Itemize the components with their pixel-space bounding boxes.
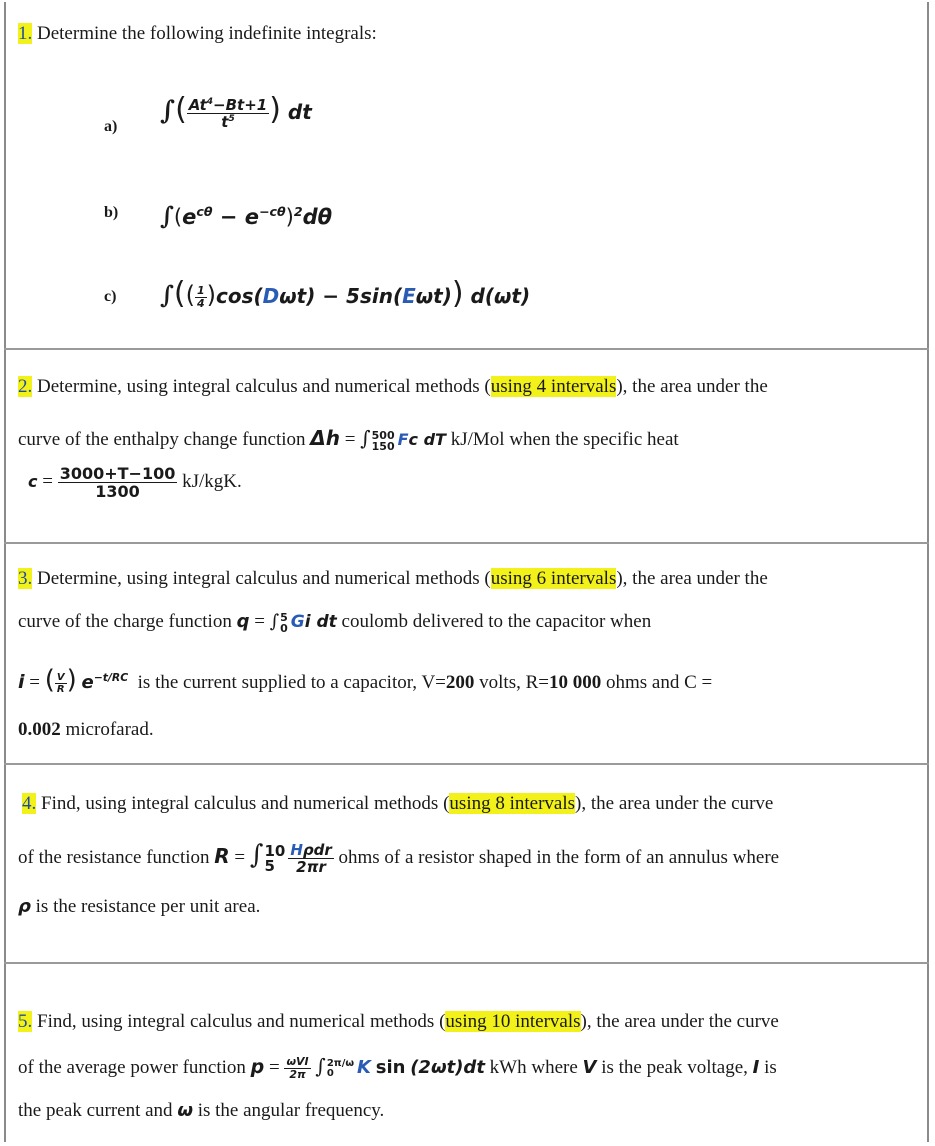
q3-text-g: ohms and C = (605, 672, 713, 693)
q3-text-e: is the current supplied to a capacitor, V= (137, 672, 446, 693)
q2-lower-limit: 150 (371, 439, 395, 453)
q1-title: Determine the following indefinite integrals: (37, 23, 377, 44)
q2-frac-num: 3000+T−100 (59, 463, 176, 483)
q4-text-c: of the resistance function (18, 847, 210, 868)
q3-upper-limit: 5 (280, 610, 288, 624)
q2-upper-limit: 500 (371, 428, 395, 442)
q4-lower-limit: 5 (264, 856, 275, 875)
q5-frac-den: 2π (289, 1068, 306, 1082)
q5-text-b: ), the area under the curve (580, 1011, 779, 1032)
q4-upper-limit: 10 (264, 841, 286, 860)
q5-text-a: Find, using integral calculus and numerical methods ( (37, 1011, 446, 1032)
q5-upper-limit: 2π/ω (326, 1057, 355, 1069)
q3-text-c: curve of the charge function (18, 611, 232, 632)
q4-text-a: Find, using integral calculus and numerical methods ( (41, 793, 450, 814)
q3-text-d: coulomb delivered to the capacitor when (341, 611, 652, 632)
q4-line2: of the resistance function R = ∫ 10 5 $\frac{\text{Hρdr}}{2\pi r}$ ohms of a resistor shaped in the form of an annulus where (18, 840, 780, 877)
q4-frac-den: 2πr (296, 858, 326, 877)
q3-text-h: microfarad. (65, 719, 154, 740)
q5-text-g: the peak current and (18, 1100, 173, 1121)
q4-highlight: using 8 intervals (449, 793, 576, 814)
q4-line3: ρ is the resistance per unit area. (18, 896, 261, 917)
q1b-expression: $\int(e^{c\theta} - e^{-c\theta})^2d\theta$ (160, 201, 333, 230)
q2-text-e: kJ/kgK. (182, 471, 242, 492)
q5-line2: of the average power function p = $\frac{\text{ωVI}}{2\pi}$ ∫ 2π/ω 0 K sin (2ωt)dt kWh where V is the peak voltage, I is (18, 1054, 777, 1082)
q4-text-e: is the resistance per unit area. (35, 896, 261, 917)
q2-number: 2. (18, 376, 33, 397)
q1-number: 1. (18, 23, 33, 44)
q5-number: 5. (18, 1011, 33, 1032)
q3-line3: i = ( $\frac{V}{R}$ ) $e^{-t/RC}$ is the current supplied to a capacitor, V=200 volts, R=10 000 ohms and C = (18, 665, 713, 696)
q3-line1 (18, 567, 768, 591)
q1a-label: a) (104, 118, 118, 135)
q2-text-c: curve of the enthalpy change function (18, 429, 306, 450)
divider (4, 962, 929, 964)
q4-line1 (22, 792, 773, 816)
q1a-expression: ∫( $\frac{At^4-Bt+1}{t^5}$ ) dt (160, 92, 312, 131)
q4-text-b: ), the area under the curve (575, 793, 774, 814)
q3-v-value: 200 (445, 672, 475, 693)
q5-text-f: is (764, 1057, 777, 1078)
q2-line2: curve of the enthalpy change function Δh = ∫ 500 150 Fc dT kJ/Mol when the specific heat (18, 426, 679, 453)
q5-text-h: is the angular frequency. (197, 1100, 385, 1121)
q5-line3: the peak current and ω is the angular frequency. (18, 1100, 385, 1121)
q2-text-b: ), the area under the (616, 376, 768, 397)
divider (4, 763, 929, 765)
q2-highlight: using 4 intervals (490, 376, 617, 397)
q3-lower-limit: 0 (280, 621, 288, 635)
q1-heading (18, 22, 377, 46)
q5-lower-limit: 0 (326, 1067, 334, 1079)
q3-number: 3. (18, 568, 33, 589)
q1c-expression: ∫(( $\frac{1}{4}$ )cos(Dωt) − 5sin(Eωt)) d(ωt) (160, 276, 531, 311)
divider (4, 542, 929, 544)
q5-text-c: of the average power function (18, 1057, 246, 1078)
q2-line3: c = $\frac{3000+T-100}{1300}$ kJ/kgK. (28, 463, 242, 502)
q2-frac-den: 1300 (95, 482, 140, 502)
q4-text-d: ohms of a resistor shaped in the form of an annulus where (338, 847, 780, 868)
q3-text-f: volts, R= (479, 672, 549, 693)
q3-text-b: ), the area under the (616, 568, 768, 589)
q3-highlight: using 6 intervals (490, 568, 617, 589)
q5-text-e: is the peak voltage, (601, 1057, 748, 1078)
q1b-label: b) (104, 204, 119, 221)
q2-text-d: kJ/Mol when the specific heat (450, 429, 679, 450)
q5-frac-num: ωVI (286, 1055, 309, 1069)
q4-number: 4. (22, 793, 37, 814)
q3-line2: curve of the charge function q = ∫ 5 0 Gi dt coulomb delivered to the capacitor when (18, 610, 652, 635)
q5-text-d: kWh where (489, 1057, 578, 1078)
divider (4, 348, 929, 350)
q3-line4 (18, 718, 154, 742)
q3-r-value: 10 000 (548, 672, 602, 693)
q2-text-a: Determine, using integral calculus and numerical methods ( (37, 376, 491, 397)
q2-line1 (18, 375, 768, 399)
q5-highlight: using 10 intervals (445, 1011, 581, 1032)
q3-text-a: Determine, using integral calculus and numerical methods ( (37, 568, 491, 589)
q5-line1 (18, 1010, 779, 1034)
q1c-label: c) (104, 288, 117, 305)
q3-c-value: 0.002 (18, 719, 61, 740)
